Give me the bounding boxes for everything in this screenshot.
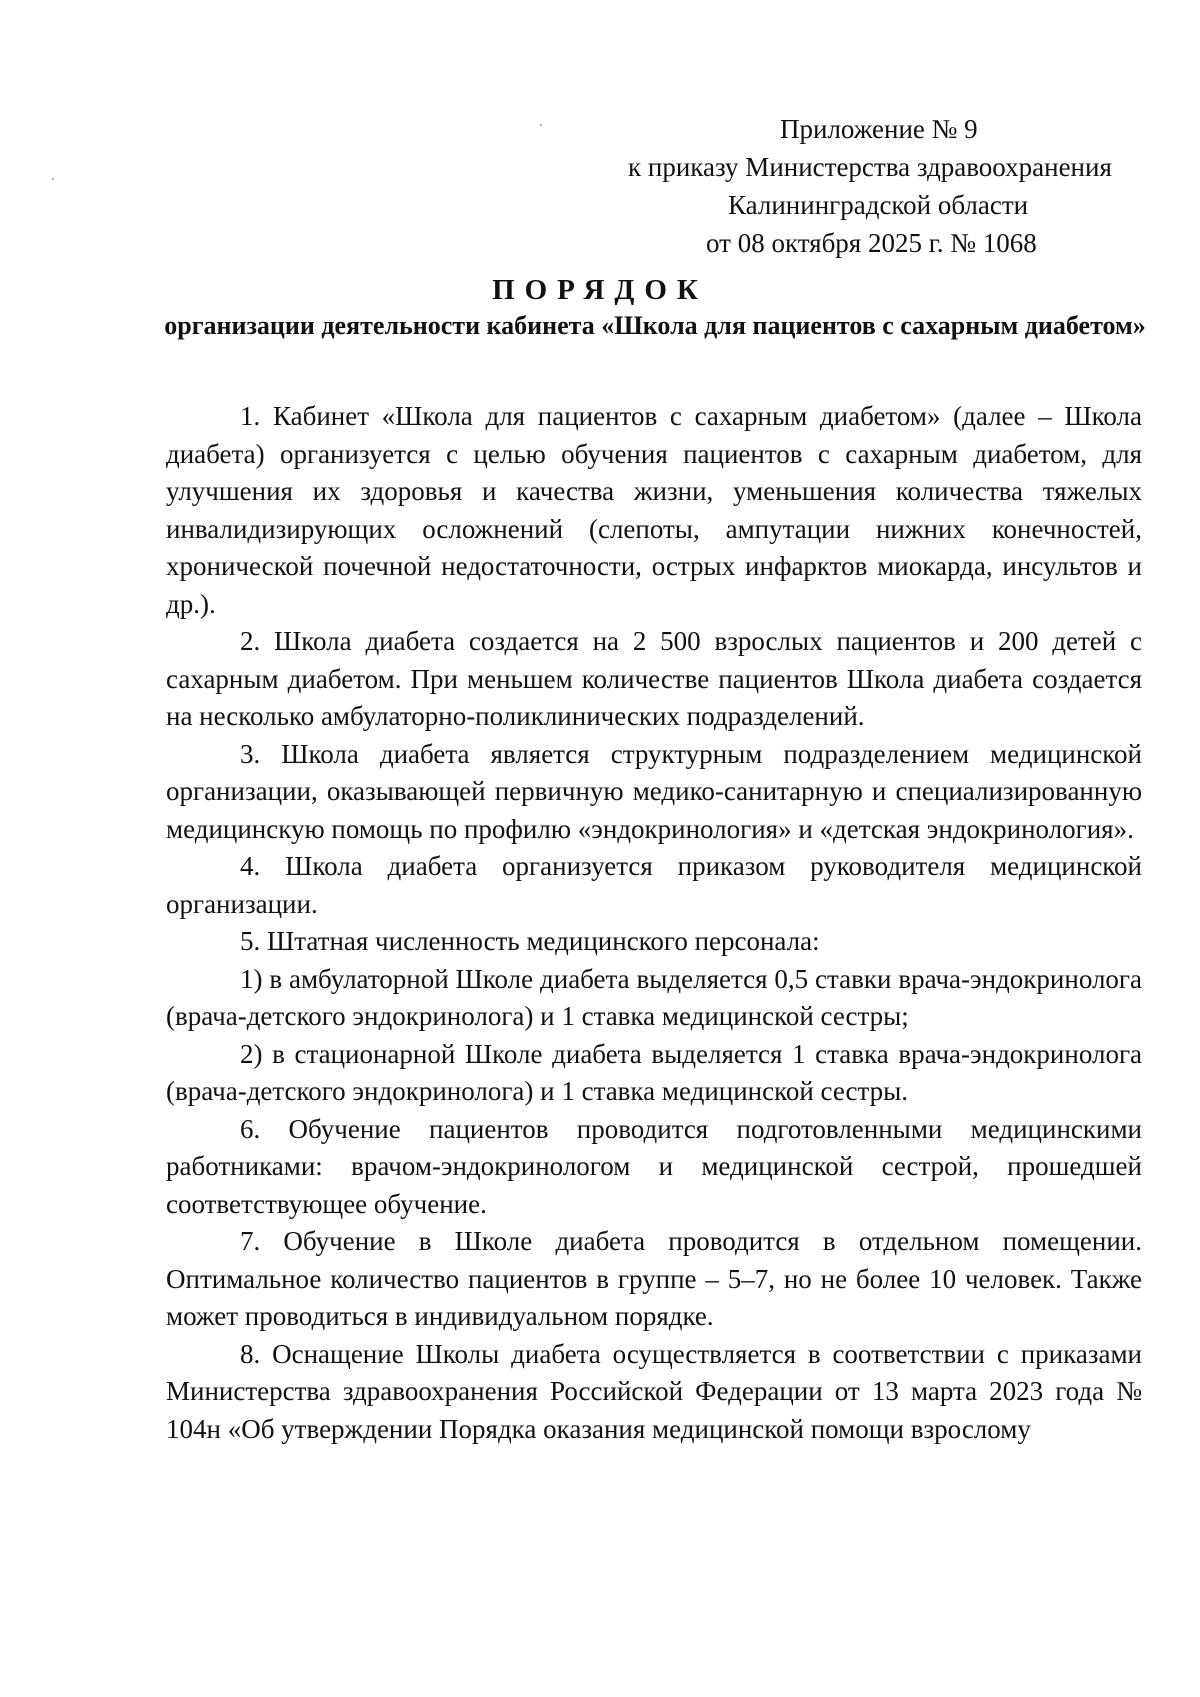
paragraph-5: 5. Штатная численность медицинского персонала:: [240, 926, 820, 956]
paragraph-7: 7. Обучение в Школе диабета проводится в отдельном помещении. Оптимальное количество пациентов в группе – 5–7, но не более 10 человек. Также может проводиться в индивидуальном порядке.: [166, 1226, 1142, 1331]
appendix-header: [600, 110, 1180, 262]
document-body: [166, 398, 1142, 1448]
paragraph-6: 6. Обучение пациентов проводится подготовленными медицинскими работниками: врачом-эндокринологом и медицинской сестрой, прошедшей соответствующее обучение.: [166, 1113, 1142, 1219]
appendix-order-ref: к приказу Министерства здравоохранения: [628, 152, 1112, 182]
paragraph-5-item-1: 1) в амбулаторной Школе диабета выделяется 0,5 ставки врача-эндокринолога (врача-детского эндокринолога) и 1 ставка медицинской сестры;: [166, 963, 1142, 1031]
paragraph-5-item-2: 2) в стационарной Школе диабета выделяется 1 ставка врача-эндокринолога (врача-детского эндокринолога) и 1 ставка медицинской сестры.: [166, 1038, 1142, 1106]
paragraph-8: 8. Оснащение Школы диабета осуществляется в соответствии с приказами Министерства здравоохранения Российской Федерации от 13 марта 2023 года № 104н «Об утверждении Порядка оказания медицинской помощи взрослому: [166, 1338, 1142, 1444]
paragraph-3: 3. Школа диабета является структурным подразделением медицинской организации, оказывающей первичную медико-санитарную и специализированную медицинскую помощь по профилю «эндокринология» и «детская эндокринология».: [166, 738, 1142, 844]
paragraph-2: 2. Школа диабета создается на 2 500 взрослых пациентов и 200 детей с сахарным диабетом. При меньшем количестве пациентов Школа диабета создается на несколько амбулаторно-поликлинических подразделений.: [166, 626, 1142, 731]
scan-speck: [52, 178, 54, 180]
document-title: ПОРЯДОК: [492, 274, 708, 306]
paragraph-1: 1. Кабинет «Школа для пациентов с сахарным диабетом» (далее – Школа диабета) организуется с целью обучения пациентов с сахарным диабетом, для улучшения их здоровья и качества жизни, уменьшения количества тяжелых инвалидизирующих осложнений (слепоты, ампутации нижних конечностей, хронической почечной недостаточности, острых инфарктов миокарда, инсультов и др.).: [166, 401, 1142, 619]
paragraph-4: 4. Школа диабета организуется приказом руководителя медицинской организации.: [166, 851, 1142, 919]
document-subtitle: организации деятельности кабинета «Школа для пациентов с сахарным диабетом»: [164, 311, 1146, 340]
appendix-number: Приложение № 9: [780, 114, 978, 144]
appendix-order-date: от 08 октября 2025 г. № 1068: [706, 228, 1037, 258]
appendix-region: Калининградской области: [728, 190, 1029, 220]
scan-speck: [540, 124, 542, 126]
